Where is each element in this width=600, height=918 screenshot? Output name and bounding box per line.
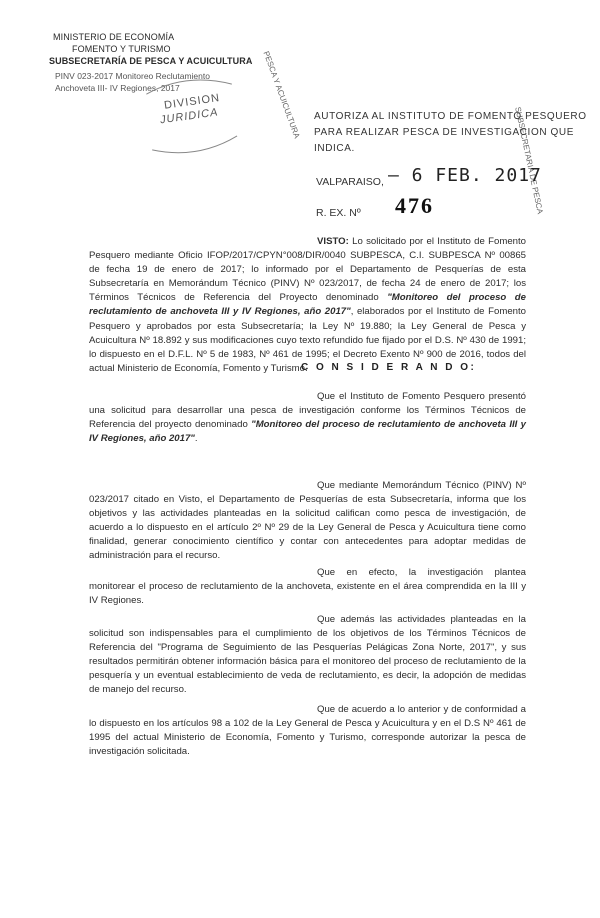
- resolution-title-line3: INDICA.: [314, 143, 355, 154]
- place-label: VALPARAISO,: [316, 176, 384, 188]
- vertical-stamp-mid: [218, 50, 302, 150]
- ministry-name: MINISTERIO DE ECONOMÍA: [53, 32, 175, 42]
- stamp-division-label: DIVISION: [163, 91, 221, 112]
- visto-project-name: "Monitoreo del proceso de reclutamiento de anchoveta III y IV Regiones, año 2017": [89, 292, 526, 318]
- stamped-date: – 6 FEB. 2017: [388, 165, 542, 186]
- p1-text-c: .: [194, 433, 198, 445]
- vertical-stamp-mid-text: PESCA Y ACUICULTURA: [261, 50, 302, 140]
- reference-code: PINV 023-2017 Monitoreo Reclutamiento: [55, 71, 210, 81]
- visto-paragraph: [89, 235, 526, 376]
- considerando-paragraph-2: Que mediante Memorándum Técnico (PINV) Nº 023/2017 citado en Visto, el Departamento de Pesquerías de esta Subsecretaría, informa que los objetivos y las actividades planteadas en la solicitud califican como pesca de investigación, de acuerdo a lo dispuesto en el artículo 2º Nº 29 de la Ley General de Pesca y Acuicultura tiene como finalidad, generar conocimiento científico y contar con antecedentes para adoptar medidas de administración para el recurso.: [89, 480, 526, 562]
- resolution-title-line1: AUTORIZA AL INSTITUTO DE FOMENTO PESQUERO: [314, 111, 587, 122]
- reference-subject: Anchoveta III- IV Regiones, 2017: [55, 83, 180, 93]
- resolution-number: 476: [395, 193, 434, 218]
- considerando-paragraph-1: [89, 390, 526, 446]
- resolution-title-line2: PARA REALIZAR PESCA DE INVESTIGACION QUE: [314, 127, 574, 138]
- vertical-stamp-right-text: SUBSECRETARIA DE PESCA: [513, 106, 545, 215]
- p1-text-a: Que el Instituto de Fomento Pesquero presentó una solicitud para desarrollar una pesca de investigación conforme los Términos Técnicos de Referencia del proyecto denominado: [89, 391, 526, 431]
- subsecretariat-name: SUBSECRETARÍA DE PESCA Y ACUICULTURA: [49, 56, 253, 66]
- p1-project-name: "Monitoreo del proceso de reclutamiento de anchoveta III y IV Regiones, año 2017": [89, 419, 526, 445]
- resolution-label: R. EX. Nº: [316, 207, 361, 219]
- stamp-juridica-label: JURIDICA: [159, 106, 220, 127]
- visto-text-2: , elaborados por el Instituto de Fomento Pesquero y aprobados por esta Subsecretaría; la Ley Nº 19.880; la Ley General de Pesca y Acuicultura Nº 18.892 y sus modificaciones cuyo texto refundido fue fijado por el D.S. Nº 430 de 1991; lo dispuesto en el D.F.L. Nº 5 de 1983, Nº 461 de 1995; el Decreto Exento Nº 900 de 2016, todos del actual Ministerio de Economía, Fomento y Turismo.: [89, 306, 526, 374]
- visto-text-1: Lo solicitado por el Instituto de Fomento Pesquero mediante Oficio IFOP/2017/CPYN°008/DIR/0040 SUBPESCA, C.I. SUBPESCA Nº 00865 de fecha 19 de enero de 2017; lo informado por el Departamento de Pesquerías de esta Subsecretaría en Memorándum Técnico (PINV) Nº 023/2017, de fecha 24 de enero de 2017; los Términos Técnicos de Referencia del Proyecto denominado: [89, 236, 526, 304]
- considerando-paragraph-5: Que de acuerdo a lo anterior y de conformidad a lo dispuesto en los artículos 98 a 102 de la Ley General de Pesca y Acuicultura y en el D.S Nº 461 de 1995 del actual Ministerio de Economía, Fomento y Turismo, corresponde autorizar la pesca de investigación solicitada.: [89, 704, 526, 758]
- considerando-paragraph-4: Que además las actividades planteadas en la solicitud son indispensables para el cumplimiento de los objetivos de los Términos Técnicos de Referencia del "Programa de Seguimiento de las Pesquerías Pelágicas Zona Norte, 2017", y sus resultados permitirán obtener información básica para el monitoreo del proceso de reclutamiento de la pesquería y un eventual establecimiento de veda de reclutamiento, es decir, la adopción de medidas de manejo del recurso.: [89, 614, 526, 696]
- ministry-subtitle: FOMENTO Y TURISMO: [72, 44, 171, 54]
- considerando-heading: C O N S I D E R A N D O:: [301, 362, 477, 373]
- visto-lead: VISTO:: [317, 236, 349, 247]
- considerando-paragraph-3: Que en efecto, la investigación plantea monitorear el proceso de reclutamiento de la anchoveta, existente en el área comprendida en la III y IV Regiones.: [89, 567, 526, 607]
